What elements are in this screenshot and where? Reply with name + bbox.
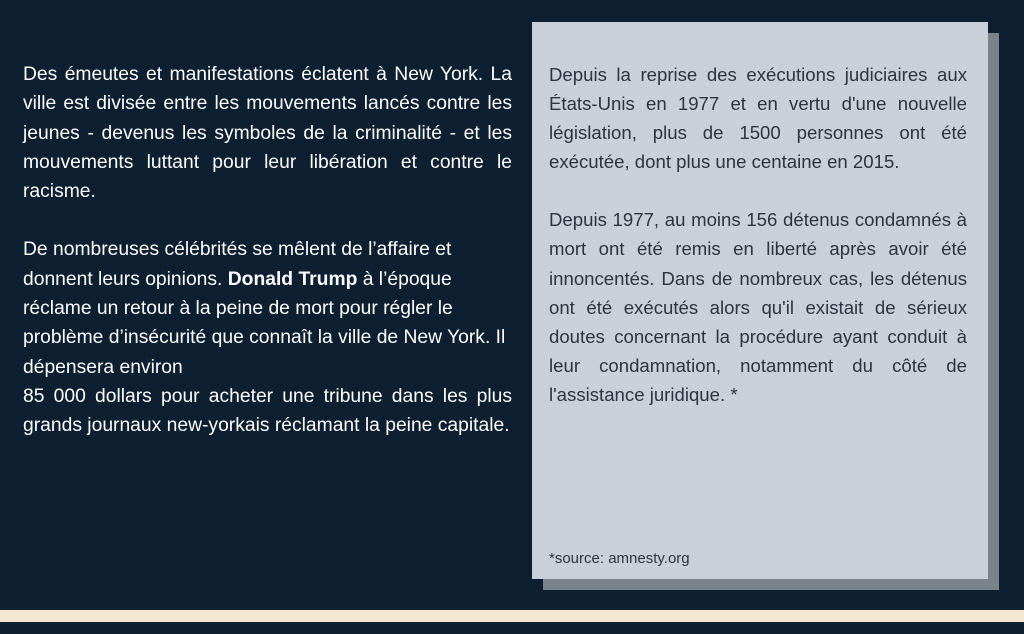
paragraph-celebrities-end: à l’époque réclame un retour à la peine de mort pour régler le problème d’insécurité que connaît la ville de New York. Il dépensera environ [23,268,506,378]
paragraph-celebrities-start: De nombreuses célébrités se mêlent de l’affaire et donnent leurs opinions. [23,239,452,290]
info-card [532,22,988,579]
card-paragraph-exonerations: Depuis 1977, au moins 156 détenus condamnés à mort ont été remis en liberté après avoir été innoncentés. Dans de nombreux cas, les détenus ont été exécutés alors qu'il existait de sérieux doutes concernant la procédure ayant conduit à leur condamnation, notamment du côté de l'assistance juridique. * [549,209,967,405]
paragraph-tribune: 85 000 dollars pour acheter une tribune dans les plus grands journaux new-yorkais réclamant la peine capitale. [23,385,512,437]
card-paragraph-gap [549,176,967,205]
paragraph-gap [23,206,512,235]
left-column [23,60,512,441]
card-paragraph-executions: Depuis la reprise des exécutions judiciaires aux États-Unis en 1977 et en vertu d'une nouvelle législation, plus de 1500 personnes ont été exécutée, dont plus une centaine en 2015. [549,64,967,173]
source-note: *source: amnesty.org [549,550,690,567]
card-text [549,60,967,409]
bottom-stripe [0,610,1024,622]
donald-trump-name: Donald Trump [227,268,358,290]
paragraph-celebrities [23,235,512,381]
paragraph-riots: Des émeutes et manifestations éclatent à New York. La ville est divisée entre les mouvements lancés contre les jeunes - devenus les symboles de la criminalité - et les mouvements luttant pour leur libération et contre le racisme. [23,64,512,203]
